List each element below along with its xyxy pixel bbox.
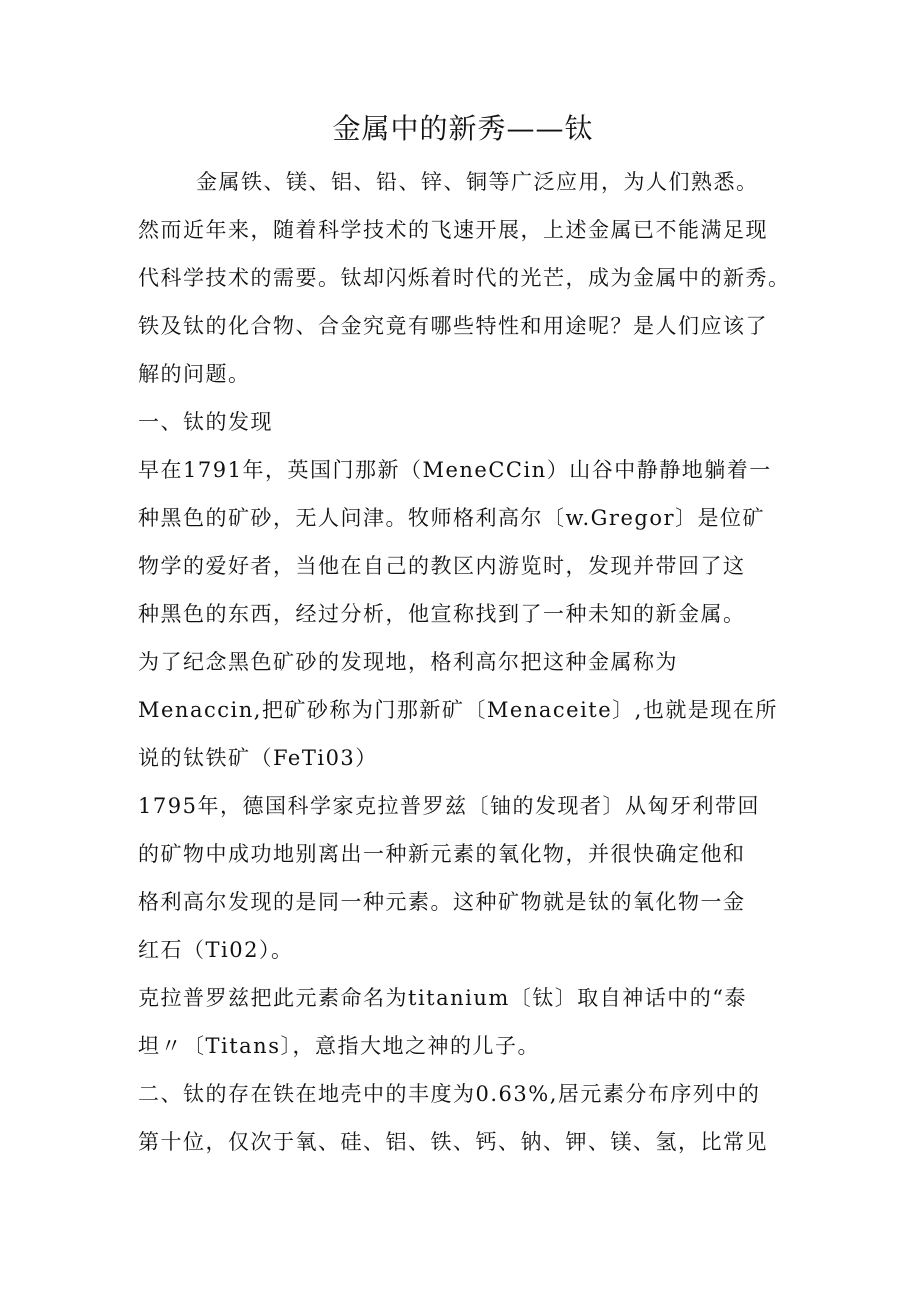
body-line: 早在1791年，英国门那新（MeneCCin）山谷中静静地躺着一 xyxy=(138,458,772,482)
body-line: 格利高尔发现的是同一种元素。这种矿物就是钛的氧化物一金 xyxy=(138,890,746,914)
section-heading: 二、钛的存在铁在地壳中的丰度为0.63%,居元素分布序列中的 xyxy=(138,1082,761,1106)
document-page xyxy=(138,104,791,1166)
body-line: 坦〃〔Titans〕，意指大地之神的儿子。 xyxy=(138,1034,540,1058)
body-line: 红石（Ti02）。 xyxy=(138,938,294,962)
document-body xyxy=(138,158,791,1166)
body-line: 1795年，德国科学家克拉普罗兹〔铀的发现者〕从匈牙利带回 xyxy=(138,794,760,818)
body-line: 种黑色的矿砂，无人问津。牧师格利高尔〔w.Gregor〕是位矿 xyxy=(138,506,766,530)
body-line: 金属铁、镁、铝、铅、锌、铜等广泛应用，为人们熟悉。 xyxy=(196,170,759,194)
section-heading: 一、钛的发现 xyxy=(138,410,273,434)
body-line: 物学的爱好者，当他在自己的教区内游览时，发现并带回了这 xyxy=(138,554,746,578)
body-line: 为了纪念黑色矿砂的发现地，格利高尔把这种金属称为 xyxy=(138,650,678,674)
body-line: 代科学技术的需要。钛却闪烁着时代的光芒，成为金属中的新秀。 xyxy=(138,266,791,290)
body-line: 第十位，仅次于氧、硅、铝、铁、钙、钠、钾、镁、氢，比常见 xyxy=(138,1130,768,1154)
body-line: 克拉普罗兹把此元素命名为titanium〔钛〕取自神话中的“泰 xyxy=(138,986,748,1010)
body-line: 说的钛铁矿（FeTi03） xyxy=(138,746,378,770)
body-line: 然而近年来，随着科学技术的飞速开展，上述金属已不能满足现 xyxy=(138,218,768,242)
document-title: 金属中的新秀——钛 xyxy=(332,112,594,145)
body-line: 铁及钛的化合物、合金究竟有哪些特性和用途呢？是人们应该了 xyxy=(138,314,768,338)
body-line: 解的问题。 xyxy=(138,362,251,386)
body-line: 的矿物中成功地别离出一种新元素的氧化物，并很快确定他和 xyxy=(138,842,746,866)
body-line: Menaccin,把矿砂称为门那新矿〔Menaceite〕,也就是现在所 xyxy=(138,698,778,722)
body-line: 种黑色的东西，经过分析，他宣称找到了一种未知的新金属。 xyxy=(138,602,746,626)
